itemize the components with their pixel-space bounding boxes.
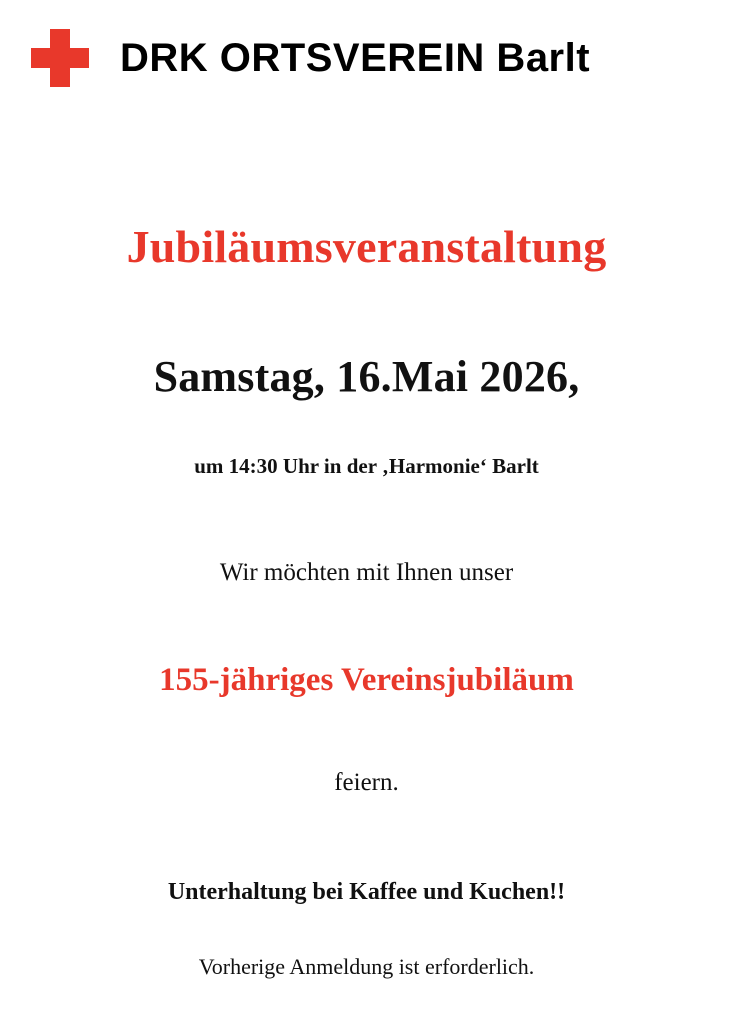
logo-container <box>0 29 120 87</box>
entertainment-text: Unterhaltung bei Kaffee und Kuchen!! <box>167 879 566 905</box>
registration-text: Vorherige Anmeldung ist erforderlich. <box>198 954 535 979</box>
event-title: Jubiläumsveranstaltung <box>126 221 607 272</box>
closing-text: feiern. <box>334 769 399 796</box>
red-cross-icon <box>31 29 89 87</box>
organization-title: DRK ORTSVEREIN Barlt <box>120 35 591 80</box>
event-date: Samstag, 16.Mai 2026, <box>153 352 580 401</box>
intro-text: Wir möchten mit Ihnen unser <box>219 559 514 586</box>
poster-content <box>0 200 733 980</box>
event-time-location: um 14:30 Uhr in der ‚Harmonie‘ Barlt <box>194 454 539 478</box>
poster-header <box>0 18 733 98</box>
red-cross-vertical-bar <box>50 29 70 87</box>
anniversary-text: 155-jähriges Vereinsjubiläum <box>159 662 574 698</box>
